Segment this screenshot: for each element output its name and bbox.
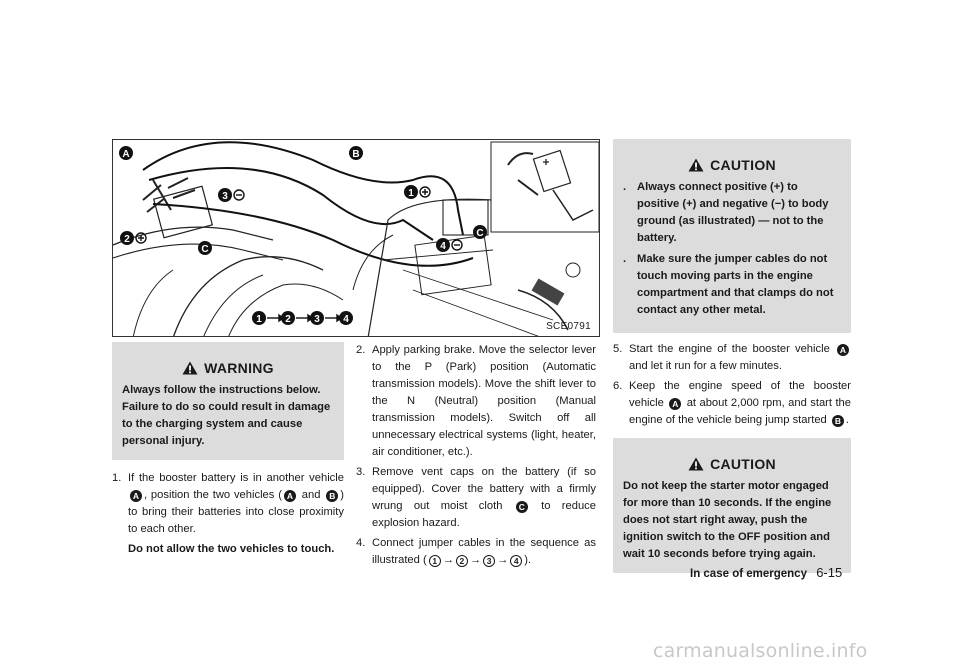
middle-column	[356, 342, 596, 572]
step-1-text-d: to bring their batteries into close proximity to each other.	[128, 506, 344, 535]
figure-label-a: A	[122, 149, 130, 160]
step-2	[356, 342, 596, 461]
arrow: →	[497, 554, 509, 566]
step-6-number: 6.	[613, 380, 623, 392]
circle-a: A	[130, 490, 142, 502]
step-3	[356, 464, 596, 532]
step-5	[613, 341, 851, 375]
step-1-text-b: , position the two vehicles (	[144, 489, 282, 501]
page-number: 6-15	[816, 565, 843, 580]
step-3-text-a: Remove vent caps on the battery (if so equipped). Cover the battery with a firmly wrung out moist cloth	[372, 466, 596, 512]
caution-title-1: CAUTION	[710, 156, 776, 173]
figure-label-c-right: C	[476, 228, 484, 239]
left-column	[112, 342, 344, 561]
warning-header	[122, 342, 334, 382]
bullet-dot: .	[623, 181, 627, 193]
caution-title-2: CAUTION	[710, 455, 776, 472]
sequence-1: 1	[256, 314, 262, 325]
warning-title: WARNING	[204, 359, 274, 376]
right-column	[613, 139, 851, 573]
sequence-4: 4	[343, 314, 349, 325]
step-1-text-a: If the booster battery is in another vehicle	[128, 472, 344, 484]
watermark: carmanualsonline.info	[653, 640, 868, 662]
figure-label-3: 3	[222, 191, 228, 202]
step-1-bold: Do not allow the two vehicles to touch.	[128, 543, 335, 555]
caution-box-2	[613, 438, 851, 573]
circle-2: 2	[456, 555, 468, 567]
step-4-text-b: ).	[524, 554, 532, 566]
step-5-text-a: Start the engine of the booster vehicle	[629, 343, 830, 355]
step-1	[112, 470, 344, 558]
circle-3: 3	[483, 555, 495, 567]
step-2-number: 2.	[356, 344, 366, 356]
caution-bullet-1-text: Always connect positive (+) to positive (+) and negative (−) to body ground (as illustrated) — not to the battery.	[637, 181, 829, 244]
step-6-text-c: .	[845, 414, 849, 426]
circle-4: 4	[510, 555, 522, 567]
figure-label-4: 4	[440, 241, 446, 252]
step-6	[613, 378, 851, 429]
warning-icon	[182, 361, 198, 375]
sequence-3: 3	[314, 314, 320, 325]
figure-label-b: B	[352, 149, 360, 160]
step-6-text-a: Keep the engine speed of the booster vehicle	[629, 380, 851, 409]
step-4-number: 4.	[356, 537, 366, 549]
caution-bullet-2-text: Make sure the jumper cables do not touch moving parts in the engine compartment and that clamps do not contact any other metal.	[637, 253, 834, 316]
jump-start-figure	[112, 139, 600, 337]
section-title: In case of emergency	[690, 568, 807, 580]
figure-code: SCE0791	[546, 321, 591, 332]
warning-text: Always follow the instructions below. Failure to do so could result in damage to the charging system and cause personal injury.	[122, 384, 331, 447]
step-5-text-b: and let it run for a few minutes.	[629, 360, 782, 372]
warning-icon	[688, 457, 704, 471]
figure-label-2: 2	[124, 234, 130, 245]
step-5-number: 5.	[613, 343, 623, 355]
sequence-2: 2	[285, 314, 291, 325]
step-3-number: 3.	[356, 466, 366, 478]
step-4	[356, 535, 596, 569]
figure-label-c-left: C	[201, 244, 209, 255]
step-6-text-b: at about 2,000 rpm, and start the engine of the vehicle being jump started	[629, 397, 851, 426]
page-footer	[690, 565, 842, 580]
jump-start-illustration	[113, 140, 600, 337]
step-3-text-b: to reduce explosion hazard.	[372, 500, 596, 529]
figure-label-1: 1	[408, 188, 414, 199]
warning-icon	[688, 158, 704, 172]
step-1-number: 1.	[112, 472, 122, 484]
caution-header-1	[623, 139, 841, 179]
circle-c: C	[516, 501, 528, 513]
arrow: →	[469, 554, 482, 566]
step-1-text-c: )	[340, 489, 345, 501]
circle-a: A	[284, 490, 296, 502]
arrow: →	[442, 554, 454, 566]
circle-1: 1	[429, 555, 441, 567]
caution-header-2	[623, 438, 841, 478]
bullet-dot: .	[623, 253, 627, 265]
warning-box	[112, 342, 344, 460]
caution-box-1	[613, 139, 851, 333]
step-4-text-a: Connect jumper cables in the sequence as illustrated (	[372, 537, 596, 566]
caution-bullet-2	[623, 251, 841, 319]
caution-text-2: Do not keep the starter motor engaged for more than 10 seconds. If the engine does not start right away, push the ignition switch to the OFF position and wait 10 seconds before trying again.	[623, 480, 832, 560]
circle-a: A	[669, 398, 681, 410]
step-2-text: Apply parking brake. Move the selector lever to the P (Park) position (Automatic transmission models). Move the shift lever to the N (Neutral) position (Manual transmission models). Switch off all unnecessary electrical systems (light, heater, air conditioner, etc.).	[372, 344, 596, 458]
caution-bullet-1	[623, 179, 841, 247]
circle-b: B	[832, 415, 844, 427]
step-1-and: and	[301, 489, 321, 501]
circle-b: B	[326, 490, 338, 502]
circle-a: A	[837, 344, 849, 356]
